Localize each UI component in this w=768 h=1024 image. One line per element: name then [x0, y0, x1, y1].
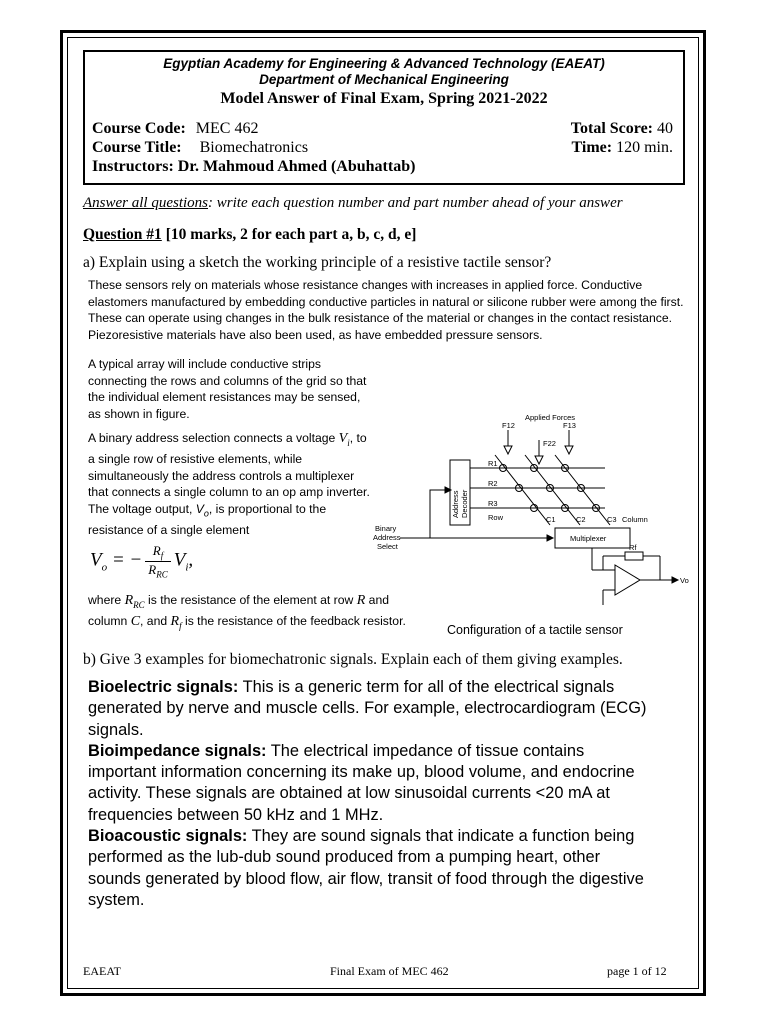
label-c2: C2: [576, 515, 586, 524]
total-score-row: [571, 120, 673, 138]
total-score-label: Total Score:: [570, 120, 653, 137]
label-multiplexer: Multiplexer: [570, 534, 607, 543]
course-code-value: MEC 462: [195, 120, 259, 137]
answer-paragraph-2: A typical array will include conductive strips connecting the rows and columns of the grid so that the individual element resistances may be sensed, as shown in figure.: [88, 357, 367, 421]
label-column: Column: [622, 515, 648, 524]
instructors-row: [92, 158, 415, 176]
course-code-label: Course Code:: [92, 120, 186, 137]
course-title-row: [92, 139, 308, 157]
signal-bioimpedance: Bioimpedance signals: The electrical impedance of tissue contains important information concerning its make up, blood volume, and endocrine activity. These signals are obtained at low sinusoidal currents <20 mA at frequencies between 50 kHz and 1 MHz.: [88, 741, 635, 824]
diagram-caption: Configuration of a tactile sensor: [447, 623, 623, 637]
label-decoder: Decoder: [460, 489, 469, 518]
answer-paragraph-1: These sensors rely on materials whose resistance changes with increases in applied force. Conductive elastomers manufactured by embedding conductive particles in natural or silicone rubber were among the first. These can operate using changes in the bulk resistance of the material or changes in the contact resistance. Piezoresistive materials have also been used, as have embedded pressure sensors.: [88, 278, 684, 342]
label-r3: R3: [488, 499, 498, 508]
question-1-title: Question #1: [83, 226, 162, 243]
footer-page-number: page 1 of 12: [607, 964, 667, 978]
label-address-2: Address: [373, 533, 401, 542]
label-select: Select: [377, 542, 398, 551]
footer-center: Final Exam of MEC 462: [330, 964, 449, 978]
instructors-label: Instructors:: [92, 158, 174, 175]
time-value: 120 min.: [616, 139, 673, 156]
exam-title: Model Answer of Final Exam, Spring 2021-2022: [220, 90, 548, 107]
signal-bioacoustic: Bioacoustic signals: They are sound signals that indicate a function being performed as the lub-dub sound produced from a pumping heart, other sounds generated by blood flow, air flow, transit of food through the digestive system.: [88, 827, 644, 909]
time-row: [572, 139, 673, 157]
label-row: Row: [488, 513, 504, 522]
label-r2: R2: [488, 479, 498, 488]
instructors-value: Dr. Mahmoud Ahmed (Abuhattab): [177, 158, 416, 175]
time-label: Time:: [571, 139, 613, 156]
label-applied-forces: Applied Forces: [525, 413, 576, 422]
label-c1: C1: [546, 515, 556, 524]
answer-paragraph-3: A binary address selection connects a voltage $V_i$, to a single row of resistive elements, while simultaneously the address controls a multiplexer that connects a single column to an op amp inverter. The voltage output, $V_o$, is proportional to the resistance of a single element: [88, 431, 370, 537]
total-score-value: 40: [657, 120, 673, 137]
label-f13: F13: [563, 421, 576, 430]
footer-left: EAEAT: [83, 964, 121, 978]
department-name: Department of Mechanical Engineering: [259, 72, 509, 87]
label-c3: C3: [607, 515, 617, 524]
label-address: Address: [451, 490, 460, 518]
exam-header: [83, 50, 685, 185]
label-vo: Vo: [680, 576, 689, 585]
label-f22: F22: [543, 439, 556, 448]
signal-bioelectric: Bioelectric signals: This is a generic term for all of the electrical signals generated by nerve and muscle cells. For example, electrocardiogram (ECG) signals.: [88, 678, 647, 739]
question-1b: b) Give 3 examples for biomechatronic signals. Explain each of them giving examples.: [83, 651, 623, 668]
label-binary: Binary: [375, 524, 397, 533]
label-f12: F12: [502, 421, 515, 430]
course-title-value: Biomechatronics: [199, 139, 309, 156]
label-r1: R1: [488, 459, 498, 468]
tactile-sensor-diagram: [370, 410, 695, 625]
question-1-marks: [10 marks, 2 for each part a, b, c, d, e]: [161, 226, 417, 243]
institution-name: Egyptian Academy for Engineering & Advanced Technology (EAEAT): [163, 56, 605, 71]
instructions-emphasis: Answer all questions: [83, 195, 209, 211]
question-1a: a) Explain using a sketch the working principle of a resistive tactile sensor?: [83, 254, 552, 271]
label-rf: Rf: [629, 543, 637, 552]
output-voltage-formula: $V_o$ = − $\frac{R_f}{R_{RC}}$ $V_i$,: [90, 543, 194, 580]
question-1-heading: [83, 226, 416, 244]
instructions-rest: : write each question number and part number ahead of your answer: [208, 195, 623, 211]
course-code-row: [92, 120, 258, 138]
course-title-label: Course Title:: [92, 139, 182, 156]
signals-list: [88, 677, 648, 911]
instructions: [83, 195, 693, 212]
answer-paragraph-4: where $R_{RC}$ is the resistance of the element at row R and column C, and $R_f$ is the resistance of the feedback resistor.: [88, 593, 406, 632]
